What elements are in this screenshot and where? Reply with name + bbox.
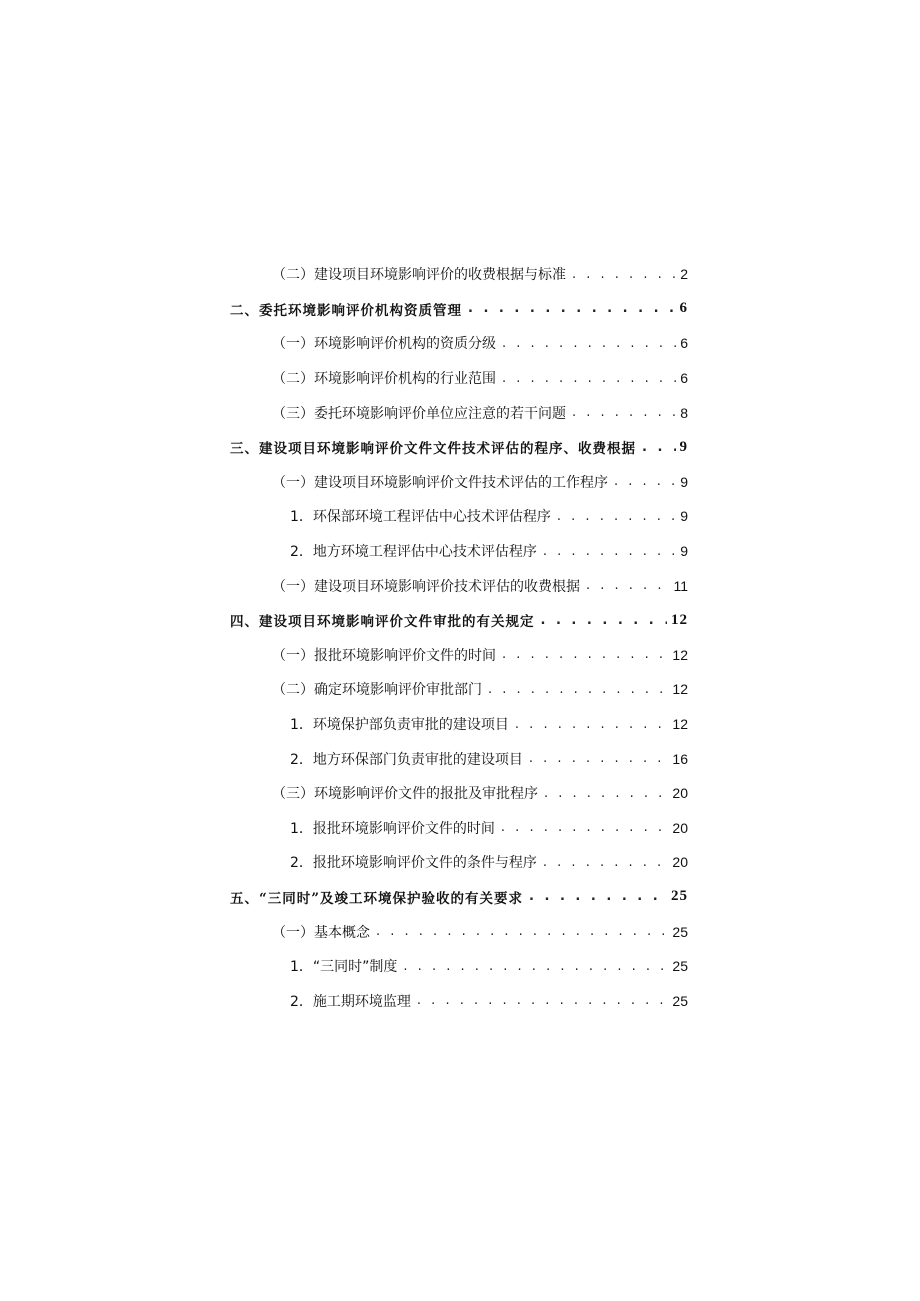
toc-entry-page-number: 6 [680,370,688,387]
toc-entry[interactable] [0,326,920,361]
toc-dot-leader [557,509,676,524]
toc-entry[interactable] [0,845,920,880]
toc-entry-page-number: 11 [673,577,688,594]
toc-entry-title: 2．施工期环境监理 [290,993,411,1010]
toc-entry[interactable] [0,499,920,534]
toc-dot-leader [541,613,668,628]
toc-entry-title: （一）环境影响评价机构的资质分级 [272,336,496,353]
toc-dot-leader [501,820,669,835]
toc-entry-title: （二）环境影响评价机构的行业范围 [272,371,496,388]
toc-entry-title: （一）建设项目环境影响评价文件技术评估的工作程序 [272,474,608,491]
toc-entry[interactable] [0,707,920,742]
toc-entry[interactable] [0,776,920,811]
toc-entry-title: （二）确定环境影响评价审批部门 [272,682,482,699]
toc-entry-page-number: 20 [672,819,688,836]
toc-entry[interactable] [0,741,920,776]
toc-entry-page-number: 9 [680,508,688,525]
toc-dot-leader [544,786,668,801]
toc-entry-page-number: 2 [680,266,688,283]
toc-dot-leader [586,578,669,593]
toc-entry-title: （一）基本概念 [272,924,370,941]
table-of-contents [0,257,920,1018]
toc-entry-page-number: 6 [680,335,688,352]
toc-entry-page-number: 12 [671,611,688,628]
toc-dot-leader [376,924,668,939]
toc-entry[interactable] [0,361,920,396]
toc-entry[interactable] [0,672,920,707]
toc-entry-title: （三）环境影响评价文件的报批及审批程序 [272,786,538,803]
toc-dot-leader [543,855,669,870]
toc-entry-title: 三、建设项目环境影响评价文件文件技术评估的程序、收费根据 [230,441,636,458]
toc-entry-title: （一）建设项目环境影响评价技术评估的收费根据 [272,578,580,595]
toc-entry-page-number: 9 [679,438,688,455]
toc-dot-leader [642,440,676,455]
toc-entry-page-number: 9 [680,543,688,560]
toc-entry-title: （一）报批环境影响评价文件的时间 [272,647,496,664]
toc-dot-leader [515,717,669,732]
toc-entry-title: 2．地方环保部门负责审批的建设项目 [290,751,523,768]
toc-entry[interactable] [0,534,920,569]
toc-entry[interactable] [0,292,920,327]
toc-dot-leader [529,889,667,904]
toc-dot-leader [417,993,669,1008]
toc-dot-leader [468,301,676,316]
toc-dot-leader [572,267,676,282]
toc-entry[interactable] [0,880,920,915]
toc-entry[interactable] [0,603,920,638]
toc-entry-title: （二）建设项目环境影响评价的收费根据与标准 [272,267,566,284]
toc-dot-leader [614,474,676,489]
toc-dot-leader [572,405,676,420]
toc-entry-page-number: 25 [671,888,688,905]
toc-entry-page-number: 25 [672,992,688,1009]
toc-entry[interactable] [0,568,920,603]
toc-entry-page-number: 12 [672,681,688,698]
toc-entry-page-number: 16 [672,750,688,767]
toc-entry-page-number: 6 [679,300,688,317]
toc-entry-title: 四、建设项目环境影响评价文件审批的有关规定 [230,614,535,631]
toc-entry[interactable] [0,395,920,430]
toc-entry-page-number: 9 [680,473,688,490]
toc-entry-title: 2．地方环境工程评估中心技术评估程序 [290,544,537,561]
toc-dot-leader [502,336,676,351]
toc-entry[interactable] [0,811,920,846]
toc-entry-page-number: 12 [672,646,688,663]
toc-entry-title: 五、“三同时”及竣工环境保护验收的有关要求 [230,890,524,907]
toc-entry[interactable] [0,949,920,984]
toc-entry-page-number: 8 [680,404,688,421]
toc-entry[interactable] [0,257,920,292]
toc-dot-leader [502,371,676,386]
toc-entry-title: 2．报批环境影响评价文件的条件与程序 [290,855,537,872]
toc-entry[interactable] [0,914,920,949]
toc-entry-page-number: 25 [672,923,688,940]
toc-entry[interactable] [0,465,920,500]
toc-entry-title: 1．环保部环境工程评估中心技术评估程序 [290,509,551,526]
toc-entry[interactable] [0,638,920,673]
toc-entry-title: （三）委托环境影响评价单位应注意的若干问题 [272,405,566,422]
toc-entry-page-number: 20 [672,785,688,802]
toc-entry[interactable] [0,983,920,1018]
toc-entry-page-number: 12 [672,716,688,733]
toc-dot-leader [488,682,668,697]
toc-dot-leader [502,647,668,662]
toc-entry-title: 1．环境保护部负责审批的建设项目 [290,717,509,734]
toc-dot-leader [543,544,676,559]
toc-entry-title: 1．“三同时”制度 [290,959,398,976]
toc-entry[interactable] [0,430,920,465]
toc-entry-page-number: 20 [672,854,688,871]
toc-dot-leader [403,959,668,974]
toc-dot-leader [529,751,669,766]
toc-entry-title: 二、委托环境影响评价机构资质管理 [230,302,462,319]
toc-entry-title: 1．报批环境影响评价文件的时间 [290,820,495,837]
toc-entry-page-number: 25 [672,958,688,975]
